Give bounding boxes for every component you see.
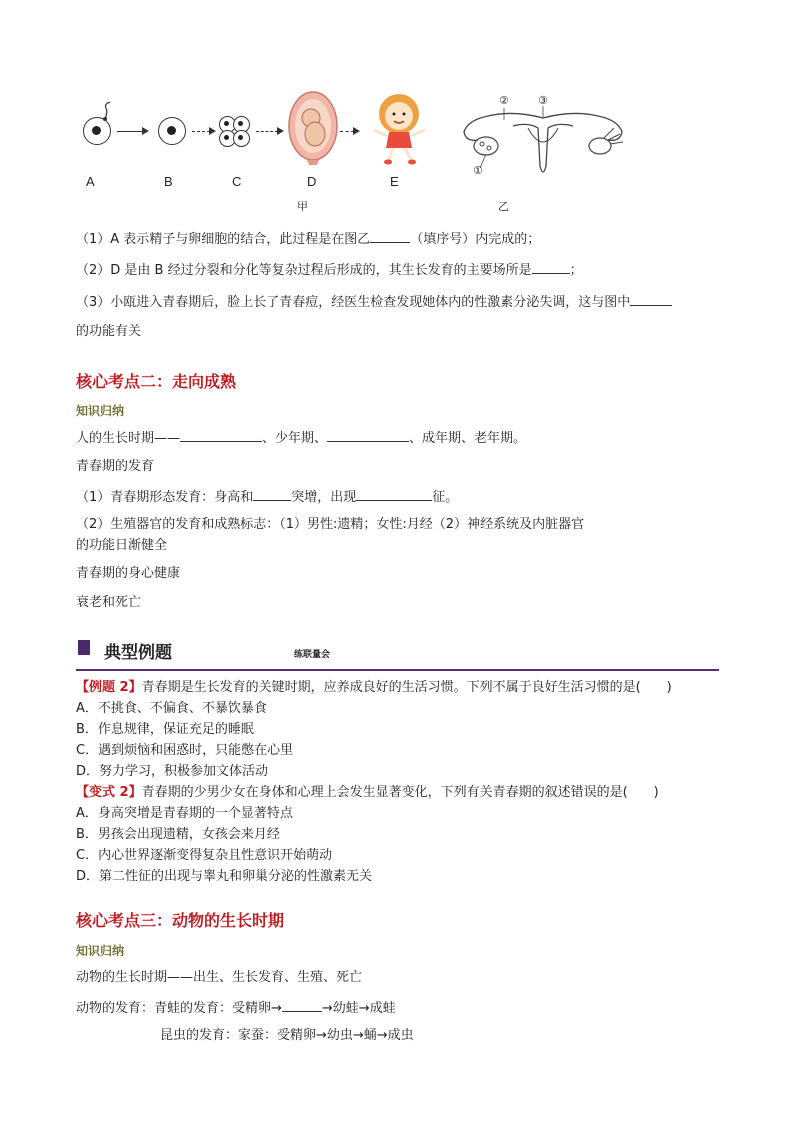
reproductive-organs-line-cont: 的功能日渐健全	[76, 538, 168, 553]
uterus-mark-1: ①	[473, 164, 483, 177]
female-reproductive-system-icon	[458, 98, 628, 188]
section-divider	[76, 669, 719, 671]
example-2-tag: 【例题 2】	[76, 680, 142, 695]
variant-2-stem: 【变式 2】青春期的少男少女在身体和心理上会发生显著变化，下列有关青春期的叙述错误的是( )	[76, 785, 659, 800]
section-heading-3: 核心考点三：动物的生长时期	[76, 911, 285, 930]
arrow-head-icon	[277, 127, 284, 135]
figure-caption-jia: 甲	[297, 200, 308, 213]
knowledge-summary-label-3: 知识归纳	[76, 944, 125, 958]
arrow-b-c	[192, 131, 210, 132]
question-3: （3）小瓯进入青春期后，脸上长了青春痘，经医生检查发现她体内的性激素分泌失调，这与图中	[76, 292, 672, 312]
typical-examples-subtitle: 练联量会	[294, 650, 331, 660]
variant-2-option-d: D．第二性征的出现与睾丸和卵巢分泌的性激素无关	[76, 869, 373, 884]
arrow-head-icon	[209, 127, 216, 135]
arrow-a-b	[117, 131, 143, 132]
figure-caption-yi: 乙	[498, 200, 509, 213]
variant-2-option-b: B．男孩会出现遗精，女孩会来月经	[76, 827, 280, 842]
question-1: （1）A 表示精子与卵细胞的结合，此过程是在图乙 （填序号）内完成的；	[76, 229, 540, 249]
mental-health-line: 青春期的身心健康	[76, 566, 181, 581]
aging-line: 衰老和死亡	[76, 595, 142, 610]
reproductive-organs-line: （2）生殖器官的发育和成熟标志：（1）男性:遗精；女性:月经（2）神经系统及内脏器官	[76, 517, 585, 532]
nucleus-icon	[167, 126, 176, 135]
typical-examples-title: 典型例题	[104, 643, 172, 663]
variant-2-option-c: C．内心世界逐渐变得复杂且性意识开始萌动	[76, 848, 333, 863]
puberty-development-line: 青春期的发育	[76, 459, 155, 474]
figure-label-b: B	[164, 174, 173, 189]
example-2-option-a: A．不挑食、不偏食、不暴饮暴食	[76, 701, 267, 716]
arrow-head-icon	[142, 127, 149, 135]
knowledge-summary-label: 知识归纳	[76, 404, 125, 418]
section-heading-2: 核心考点二：走向成熟	[76, 372, 237, 391]
uterus-mark-3: ③	[538, 94, 548, 107]
girl-icon	[365, 92, 433, 166]
example-2-stem: 【例题 2】青春期是生长发育的关键时期，应养成良好的生活习惯。下列不属于良好生活习惯的是( )	[76, 680, 672, 695]
morphology-line: （1）青春期形态发育：身高和 突增，出现 征。	[76, 487, 458, 507]
example-2-option-c: C．遇到烦恼和困惑时，只能憋在心里	[76, 743, 294, 758]
frog-development-line: 动物的发育：青蛙的发育：受精卵→ →幼蛙→成蛙	[76, 998, 396, 1018]
variant-2-option-a: A．身高突增是青春期的一个显著特点	[76, 806, 293, 821]
sperm-icon	[102, 100, 118, 122]
growth-periods-line: 人的生长时期—— 、少年期、 、成年期、老年期。	[76, 428, 526, 448]
arrow-head-icon	[353, 127, 360, 135]
figure-label-a: A	[86, 174, 95, 189]
figure-label-d: D	[307, 174, 317, 189]
example-2-option-b: B．作息规律，保证充足的睡眠	[76, 722, 254, 737]
fetus-in-uterus-icon	[287, 88, 339, 166]
animal-growth-line: 动物的生长时期——出生、生长发育、生殖、死亡	[76, 970, 363, 985]
nucleus-icon	[92, 126, 101, 135]
figure-label-e: E	[390, 174, 399, 189]
uterus-mark-2: ②	[499, 94, 509, 107]
figure-label-c: C	[232, 174, 242, 189]
arrow-d-e	[340, 131, 354, 132]
variant-2-tag: 【变式 2】	[76, 785, 142, 800]
insect-development-line: 昆虫的发育：家蚕：受精卵→幼虫→蛹→成虫	[160, 1028, 414, 1043]
question-2: （2）D 是由 B 经过分裂和分化等复杂过程后形成的，其生长发育的主要场所是 ；	[76, 260, 583, 280]
arrow-c-d	[256, 131, 278, 132]
example-2-option-d: D．努力学习，积极参加文体活动	[76, 764, 269, 779]
book-icon	[78, 640, 90, 655]
question-3-cont: 的功能有关	[76, 324, 142, 339]
